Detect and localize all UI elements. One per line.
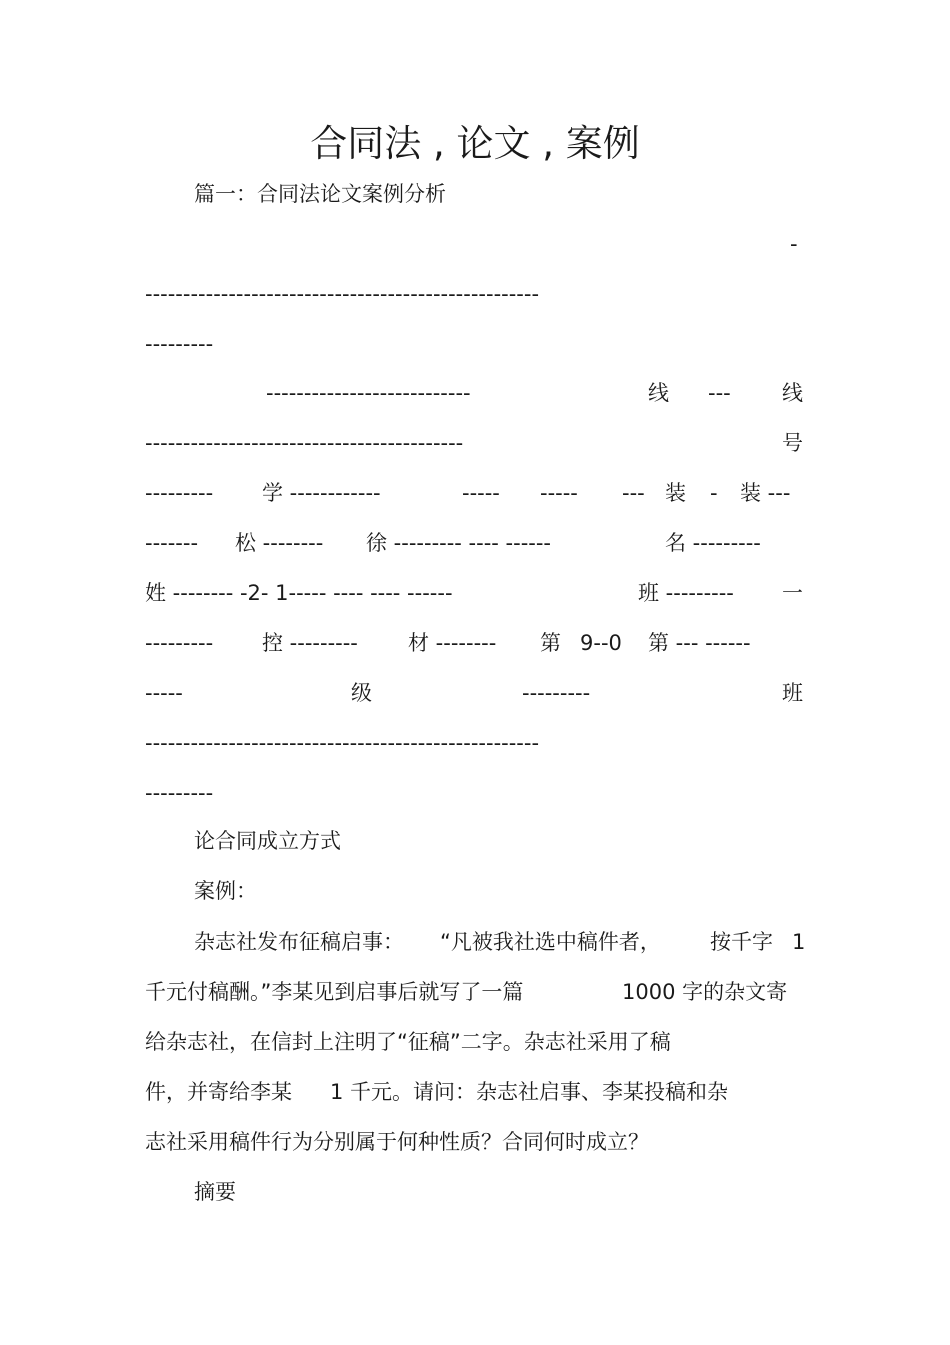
table-fragment: 一 xyxy=(782,581,803,605)
paragraph-text: 千元付稿酬。”李某见到启事后就写了一篇 xyxy=(145,980,524,1004)
table-fragment: 班 xyxy=(782,681,803,705)
table-fragment: 线 xyxy=(648,381,669,405)
table-fragment: - xyxy=(790,232,798,256)
table-fragment: 班 --------- xyxy=(638,581,734,605)
table-fragment: --------------------------- xyxy=(266,381,471,405)
paragraph-text: 件，并寄给李某 xyxy=(145,1080,292,1104)
table-fragment: 装 --- xyxy=(740,481,791,505)
table-fragment: 级 xyxy=(351,681,372,705)
table-fragment: --------- xyxy=(522,681,591,705)
table-fragment: 名 --------- xyxy=(665,531,761,555)
table-fragment: --------- xyxy=(145,332,214,356)
table-fragment: 姓 -------- -2- 1----- ---- ---- ------ xyxy=(145,581,453,605)
table-fragment: --- xyxy=(622,481,645,505)
paragraph-text: 1000 字的杂文寄 xyxy=(622,980,788,1004)
paragraph-text: 1 千元。请问：杂志社启事、李某投稿和杂 xyxy=(330,1080,729,1104)
table-fragment: 装 xyxy=(665,481,686,505)
table-fragment: --------- xyxy=(145,781,214,805)
table-fragment: 徐 --------- ---- ------ xyxy=(366,531,552,555)
table-fragment: ----- xyxy=(145,681,183,705)
paragraph-text: 志社采用稿件行为分别属于何种性质？合同何时成立？ xyxy=(145,1130,649,1154)
paragraph-text: 按千字 xyxy=(710,930,773,954)
section-heading: 篇一：合同法论文案例分析 xyxy=(194,182,446,206)
table-fragment: 材 -------- xyxy=(408,631,497,655)
table-fragment: - xyxy=(710,481,718,505)
table-fragment: 9--0 xyxy=(580,631,622,655)
table-fragment: ---------------------------------------------------- xyxy=(145,731,540,755)
table-fragment: ------------------------------------------ xyxy=(145,431,464,455)
paragraph-text: 1 xyxy=(792,930,806,954)
table-fragment: --- xyxy=(708,381,731,405)
table-fragment: 控 --------- xyxy=(262,631,358,655)
table-fragment: 松 -------- xyxy=(235,531,324,555)
table-fragment: ---------------------------------------------------- xyxy=(145,282,540,306)
table-fragment: 第 --- ------ xyxy=(648,631,751,655)
table-fragment: 第 xyxy=(540,631,561,655)
table-fragment: 学 ------------ xyxy=(262,481,381,505)
table-fragment: ------- xyxy=(145,531,199,555)
paragraph-text: 给杂志社，在信封上注明了“征稿”二字。杂志社采用了稿 xyxy=(145,1030,671,1054)
paragraph-text: “凡被我社选中稿件者， xyxy=(440,930,661,954)
table-fragment: --------- xyxy=(145,631,214,655)
table-fragment: 号 xyxy=(782,431,803,455)
document-title: 合同法 , 论文 , 案例 xyxy=(310,122,640,165)
subtitle: 论合同成立方式 xyxy=(194,829,341,853)
table-fragment: 线 xyxy=(782,381,803,405)
table-fragment: ----- xyxy=(462,481,500,505)
paragraph-text: 杂志社发布征稿启事： xyxy=(194,930,404,954)
table-fragment: --------- xyxy=(145,481,214,505)
case-label: 案例： xyxy=(194,879,257,903)
abstract-label: 摘要 xyxy=(194,1180,236,1204)
table-fragment: ----- xyxy=(540,481,578,505)
